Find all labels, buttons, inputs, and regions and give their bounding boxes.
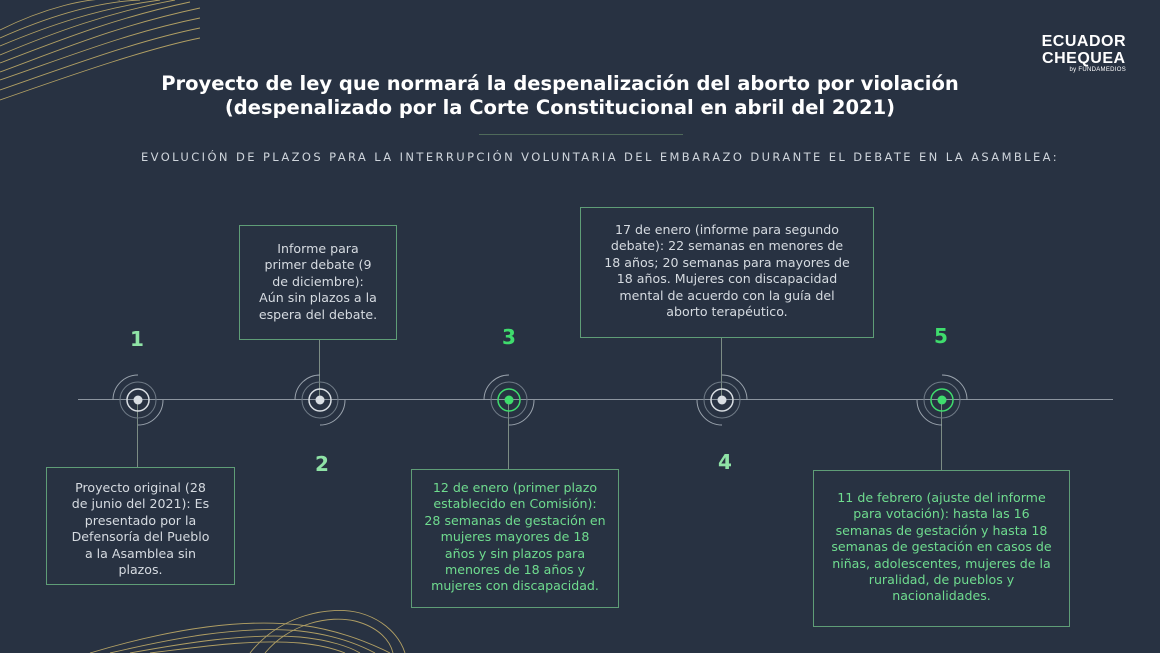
title-line-1: Proyecto de ley que normará la despenalización del aborto por violación: [161, 72, 959, 95]
logo-line-1: ECUADOR: [1041, 33, 1126, 50]
title-line-2: (despenalizado por la Corte Constitucional en abril del 2021): [224, 96, 896, 119]
milestone-box-4: [580, 207, 874, 338]
milestone-number-1: 1: [130, 327, 144, 351]
subtitle: EVOLUCIÓN DE PLAZOS PARA LA INTERRUPCIÓN VOLUNTARIA DEL EMBARAZO DURANTE EL DEBATE EN LA ASAMBLEA:: [141, 150, 1059, 164]
logo-line-2: CHEQUEA: [1042, 50, 1126, 67]
milestone-box-1: [46, 467, 235, 585]
timeline-node-4: [691, 369, 753, 431]
milestone-number-4: 4: [718, 450, 732, 474]
milestone-number-2: 2: [315, 452, 329, 476]
milestone-number-3: 3: [502, 325, 516, 349]
timeline-node-2: [289, 369, 351, 431]
milestone-text-2: Informe para primer debate (9 de diciembre): Aún sin plazos a la espera del debate.: [258, 241, 378, 322]
milestone-number-5: 5: [934, 324, 948, 348]
logo-line-3: by FUNDAMEDIOS: [1069, 67, 1126, 73]
milestone-text-5: 11 de febrero (ajuste del informe para votación): hasta las 16 semanas de gestación y hasta 18 semanas de gestación en casos de niñas, adolescentes, mujeres de la ruralidad, de pueblos y nacionalidades.: [831, 490, 1052, 604]
ecuador-chequea-logo: [1042, 33, 1126, 73]
milestone-text-3: 12 de enero (primer plazo establecido en Comisión): 28 semanas de gestación en mujeres mayores de 18 años y sin plazos para menores de 18 años y mujeres con discapacidad.: [424, 480, 606, 594]
milestone-text-4: 17 de enero (informe para segundo debate): 22 semanas en menores de 18 años; 20 semanas para mayores de 18 años. Mujeres con discapacidad mental de acuerdo con la guía del aborto terapéutico.: [604, 222, 850, 320]
timeline-node-5: [911, 369, 973, 431]
milestone-text-1: Proyecto original (28 de junio del 2021): Es presentado por la Defensoría del Pueblo a la Asamblea sin plazos.: [71, 480, 210, 578]
timeline-node-1: [107, 369, 169, 431]
page-title: [60, 72, 1060, 120]
milestone-box-3: [411, 469, 619, 608]
milestone-box-5: [813, 470, 1070, 627]
decorative-lines-bottom: [0, 595, 420, 653]
timeline-node-3: [478, 369, 540, 431]
title-divider: [479, 134, 683, 135]
milestone-box-2: [239, 225, 397, 340]
